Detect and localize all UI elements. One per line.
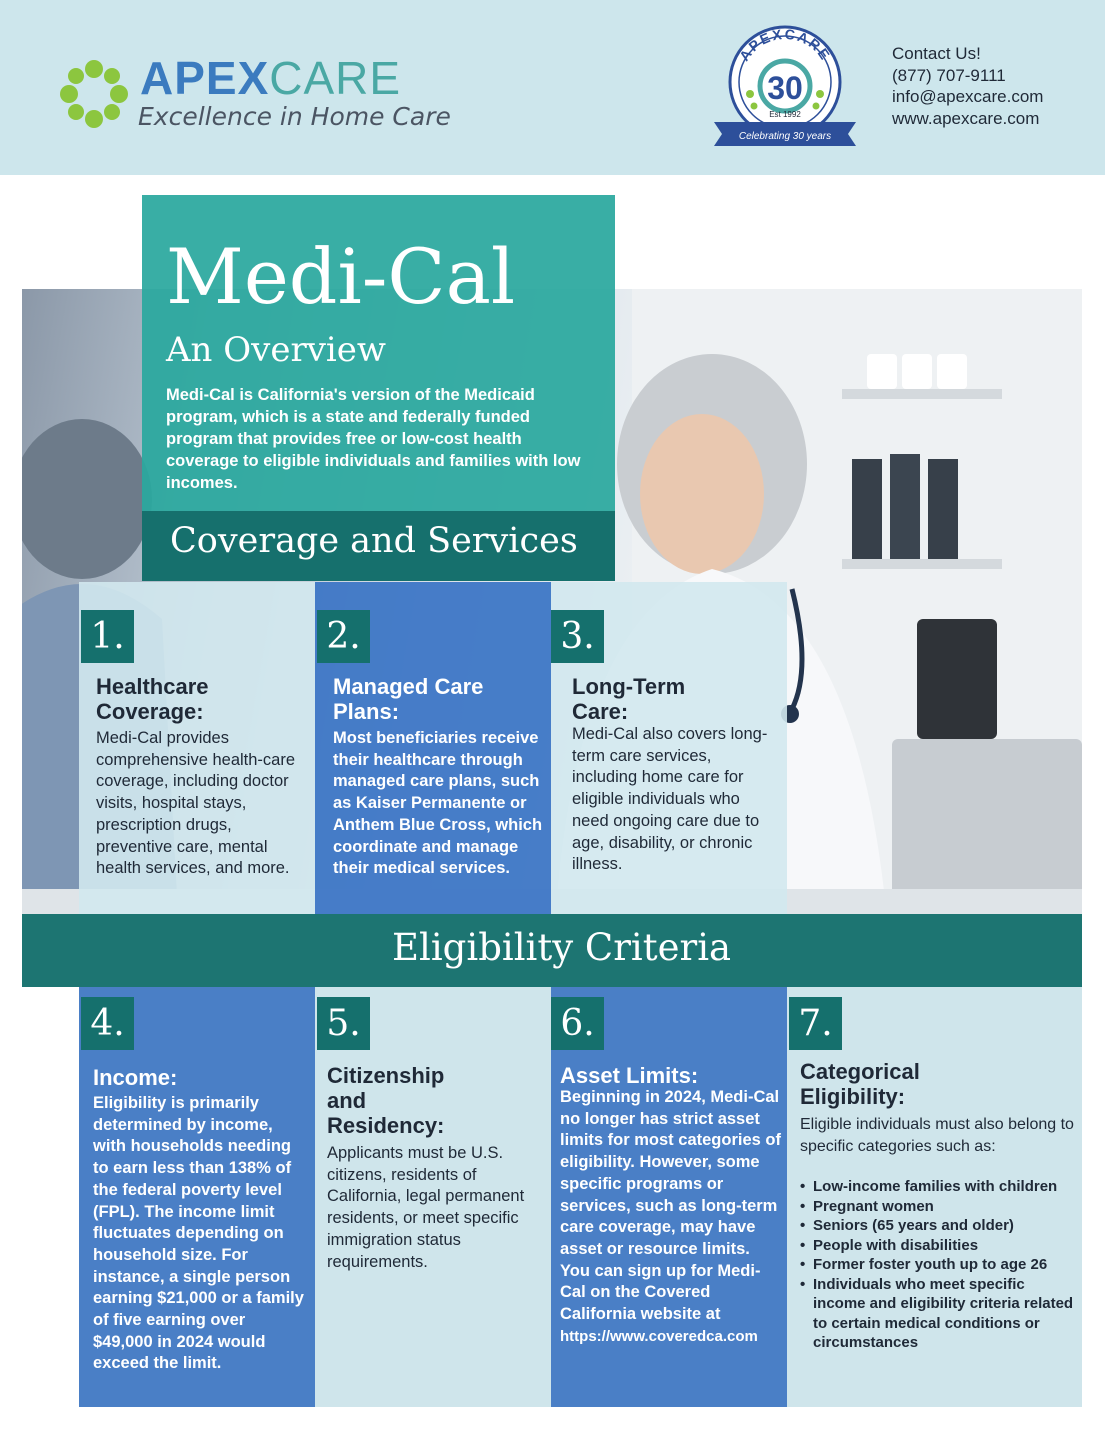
seal-ribbon-text: Celebrating 30 years	[738, 131, 832, 142]
card-body: Most beneficiaries receive their healthcare through managed care plans, such as Kaiser Permanente or Anthem Blue Cross, which coordinate and manage their medical services.	[333, 729, 543, 878]
contact-heading: Contact Us!	[892, 44, 981, 63]
contact-block	[892, 43, 1092, 129]
coverage-card-2	[315, 582, 551, 914]
card-number: 5.	[317, 997, 370, 1050]
category-list-item: • Seniors (65 years and older)	[800, 1216, 1075, 1236]
covered-ca-link[interactable]: https://www.coveredca.com	[560, 1327, 758, 1345]
asset-limits-text: Beginning in 2024, Medi-Cal no longer has strict asset limits for most categories of eligibility. However, some specific programs or services, such as long-term care coverage, may have asset or resource limits. You can sign up for Medi-Cal on the Covered California website at	[560, 1088, 781, 1324]
card-number: 1.	[81, 610, 134, 663]
card-title: Long-Term Care:	[572, 674, 686, 724]
card-title: Asset Limits:	[560, 1063, 699, 1088]
card-title: Income:	[93, 1065, 178, 1090]
coverage-heading-band	[142, 511, 615, 581]
seal-number: 30	[767, 70, 803, 106]
page-subtitle: An Overview	[166, 330, 387, 370]
contact-email[interactable]: info@apexcare.com	[892, 87, 1044, 106]
category-list-item: • Low-income families with children	[800, 1177, 1075, 1197]
card-title: Categorical Eligibility:	[800, 1059, 920, 1109]
brand-care: CARE	[269, 52, 402, 104]
flower-logo-icon	[56, 56, 132, 132]
card-body: Applicants must be U.S. citizens, residents of California, legal permanent residents, or meet specific immigration status requirements.	[327, 1144, 525, 1271]
card-body: Eligible individuals must also belong to specific categories such as:	[800, 1116, 1074, 1155]
card-body: Medi-Cal also covers long-term care services, including home care for eligible individuals who need ongoing care due to age, disability, or chronic illness.	[572, 725, 768, 874]
card-title: Healthcare Coverage:	[96, 674, 209, 724]
card-body: Eligibility is primarily determined by income, with households needing to earn less than 138% of the federal poverty level (FPL). The income limit fluctuates depending on household size. For instance, a single person earning $21,000 or a family of five earning over $49,000 in 2024 would exceed the limit.	[93, 1094, 304, 1373]
coverage-card-1	[79, 582, 315, 914]
category-list	[800, 1177, 1075, 1353]
header	[0, 0, 1105, 175]
intro-text: Medi-Cal is California's version of the Medicaid program, which is a state and federally funded program that provides free or low-cost health coverage to eligible individuals and families with low incomes.	[166, 386, 581, 492]
brand-tagline: Excellence in Home Care	[138, 102, 451, 131]
apexcare-logo[interactable]	[56, 52, 451, 142]
card-body	[560, 1087, 784, 1347]
eligibility-card-5	[315, 987, 551, 1407]
anniversary-seal	[710, 24, 860, 150]
card-title: Citizenship and Residency:	[327, 1063, 445, 1138]
category-list-item: • Individuals who meet specific income and eligibility criteria related to certain medical conditions or circumstances	[800, 1275, 1075, 1353]
brand-name	[140, 54, 401, 102]
category-list-item: • Former foster youth up to age 26	[800, 1255, 1075, 1275]
eligibility-card-4	[79, 987, 315, 1407]
eligibility-heading: Eligibility Criteria	[392, 926, 732, 969]
eligibility-heading-band	[22, 914, 1082, 987]
brand-apex: APEX	[140, 52, 270, 104]
eligibility-card-7	[787, 987, 1082, 1407]
card-number: 3.	[551, 610, 604, 663]
card-number: 6.	[551, 997, 604, 1050]
card-number: 2.	[317, 610, 370, 663]
card-body: Medi-Cal provides comprehensive health-care coverage, including doctor visits, hospital stays, prescription drugs, preventive care, mental health services, and more.	[96, 729, 296, 878]
category-list-item: • Pregnant women	[800, 1197, 1075, 1217]
seal-ring-text: APEXCARE	[735, 25, 835, 64]
category-list-item: • People with disabilities	[800, 1236, 1075, 1256]
coverage-card-3	[551, 582, 787, 914]
seal-est: Est 1992	[769, 110, 801, 119]
contact-phone[interactable]: (877) 707-9111	[892, 65, 1006, 85]
card-title: Managed Care Plans:	[333, 674, 484, 724]
card-number: 7.	[789, 997, 842, 1050]
eligibility-card-6	[551, 987, 787, 1407]
card-number: 4.	[81, 997, 134, 1050]
contact-website[interactable]: www.apexcare.com	[892, 108, 1040, 128]
coverage-heading: Coverage and Services	[170, 521, 578, 561]
page-title: Medi-Cal	[166, 232, 516, 321]
